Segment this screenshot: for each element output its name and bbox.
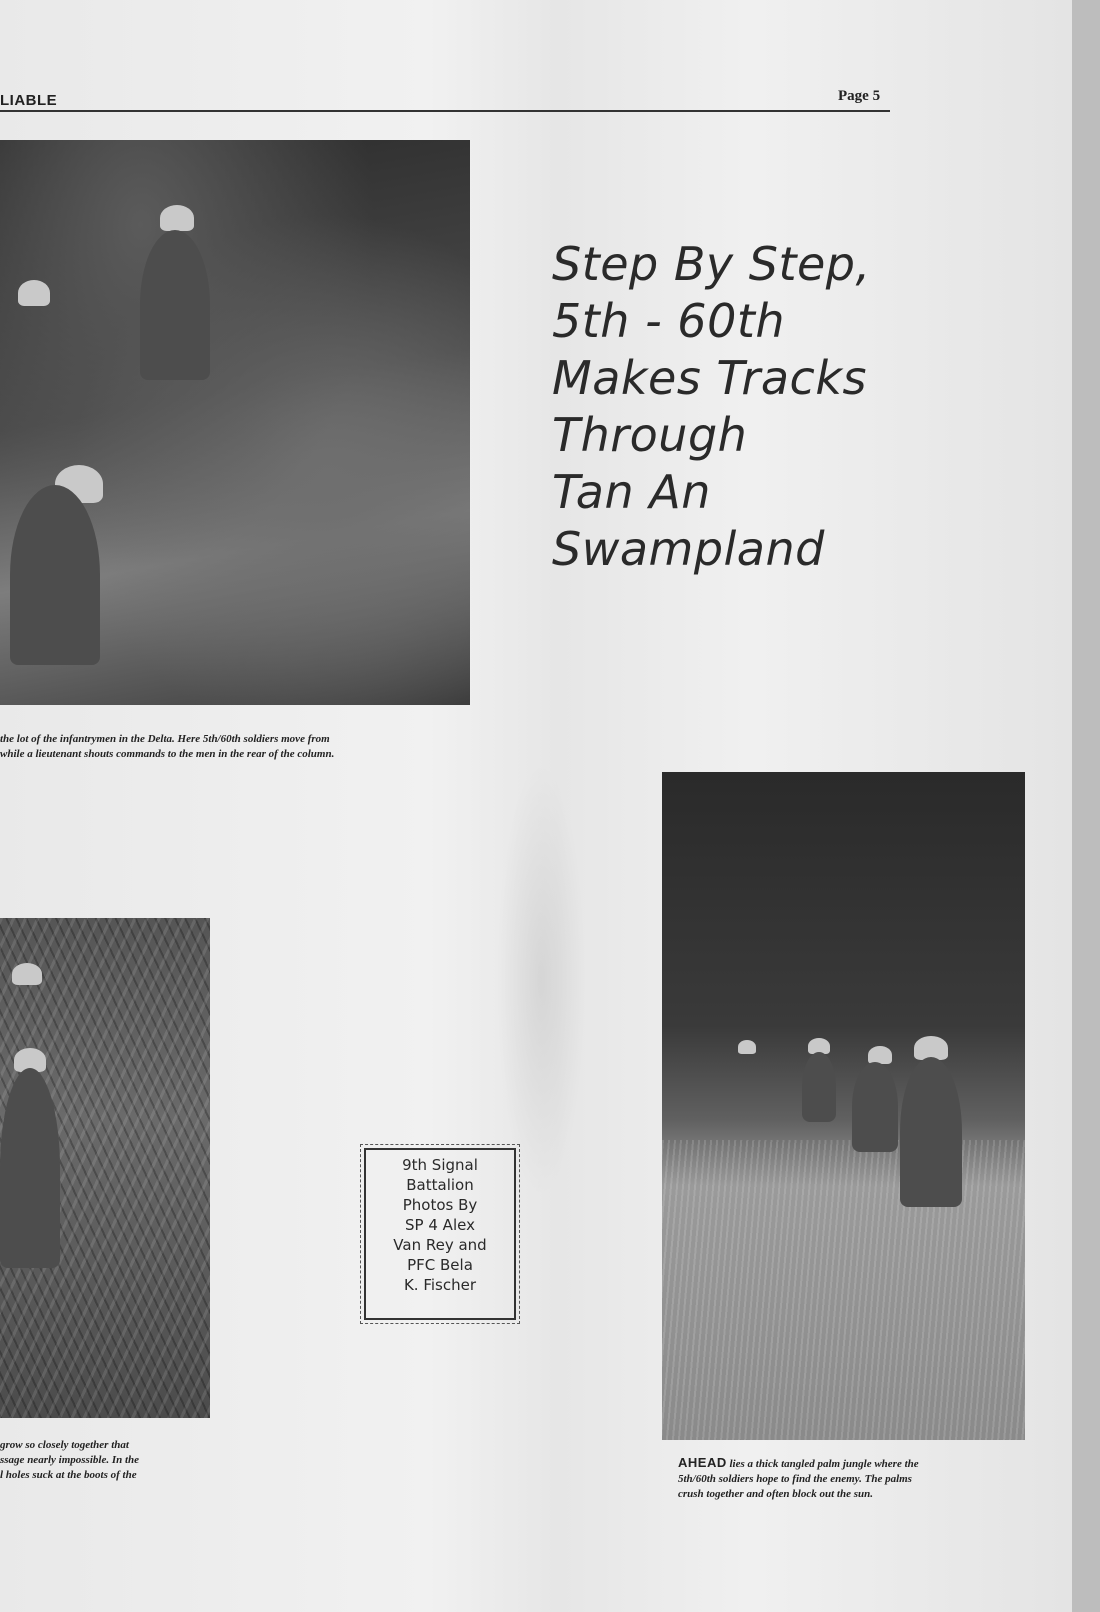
caption-line: while a lieutenant shouts commands to the men in the rear of the column. <box>0 748 335 760</box>
caption-line: ssage nearly impossible. In the <box>0 1454 140 1466</box>
headline-line: Swampland <box>552 522 825 576</box>
header-rule <box>0 110 890 112</box>
headline-line: Step By Step, <box>552 237 871 291</box>
caption-right-photo <box>678 1455 1038 1502</box>
soldier-graphic <box>900 1057 962 1207</box>
headline-line: Tan An <box>552 465 711 519</box>
photo-dense-foliage <box>0 918 210 1418</box>
credit-line: SP 4 Alex <box>405 1216 475 1234</box>
article-headline <box>552 236 952 578</box>
soldier-graphic <box>802 1052 836 1122</box>
headline-line: Makes Tracks <box>552 351 867 405</box>
page-edge <box>1072 0 1100 1612</box>
caption-line: the lot of the infantrymen in the Delta. Here 5th/60th soldiers move from <box>0 733 330 745</box>
headline-line: 5th - 60th <box>552 294 786 348</box>
credit-line: K. Fischer <box>403 1276 477 1294</box>
page-number: Page 5 <box>838 88 881 104</box>
credit-line: PFC Bela <box>407 1256 473 1274</box>
masthead: LIABLE <box>0 92 58 109</box>
soldier-graphic <box>140 230 210 380</box>
caption-line: crush together and often block out the sun. <box>678 1488 873 1500</box>
credit-line: Photos By <box>402 1196 478 1214</box>
headline-line: Through <box>552 408 748 462</box>
credit-line: 9th Signal <box>402 1156 478 1174</box>
caption-lead-word: AHEAD <box>678 1455 727 1470</box>
soldier-graphic <box>10 485 100 665</box>
caption-line: 5th/60th soldiers hope to find the enemy. The palms <box>678 1473 912 1485</box>
helmet-graphic <box>160 205 194 231</box>
caption-line: grow so closely together that <box>0 1439 129 1451</box>
caption-line <box>678 1455 1038 1472</box>
credit-line: Van Rey and <box>393 1236 487 1254</box>
photo-soldiers-tall-grass <box>662 772 1025 1440</box>
caption-bottom-left-photo <box>0 1438 215 1483</box>
helmet-graphic <box>18 280 50 306</box>
paper-fold-crease <box>496 760 586 1200</box>
helmet-graphic <box>738 1040 756 1054</box>
photo-credit-box <box>364 1148 516 1320</box>
grass-texture <box>662 1140 1025 1440</box>
photo-soldiers-palm-jungle <box>0 140 470 705</box>
caption-text: lies a thick tangled palm jungle where the <box>729 1458 919 1470</box>
soldier-graphic <box>0 1068 60 1268</box>
caption-line: l holes suck at the boots of the <box>0 1469 137 1481</box>
credit-line: Battalion <box>406 1176 474 1194</box>
helmet-graphic <box>12 963 42 985</box>
soldier-graphic <box>852 1062 898 1152</box>
caption-top-photo <box>0 732 500 762</box>
